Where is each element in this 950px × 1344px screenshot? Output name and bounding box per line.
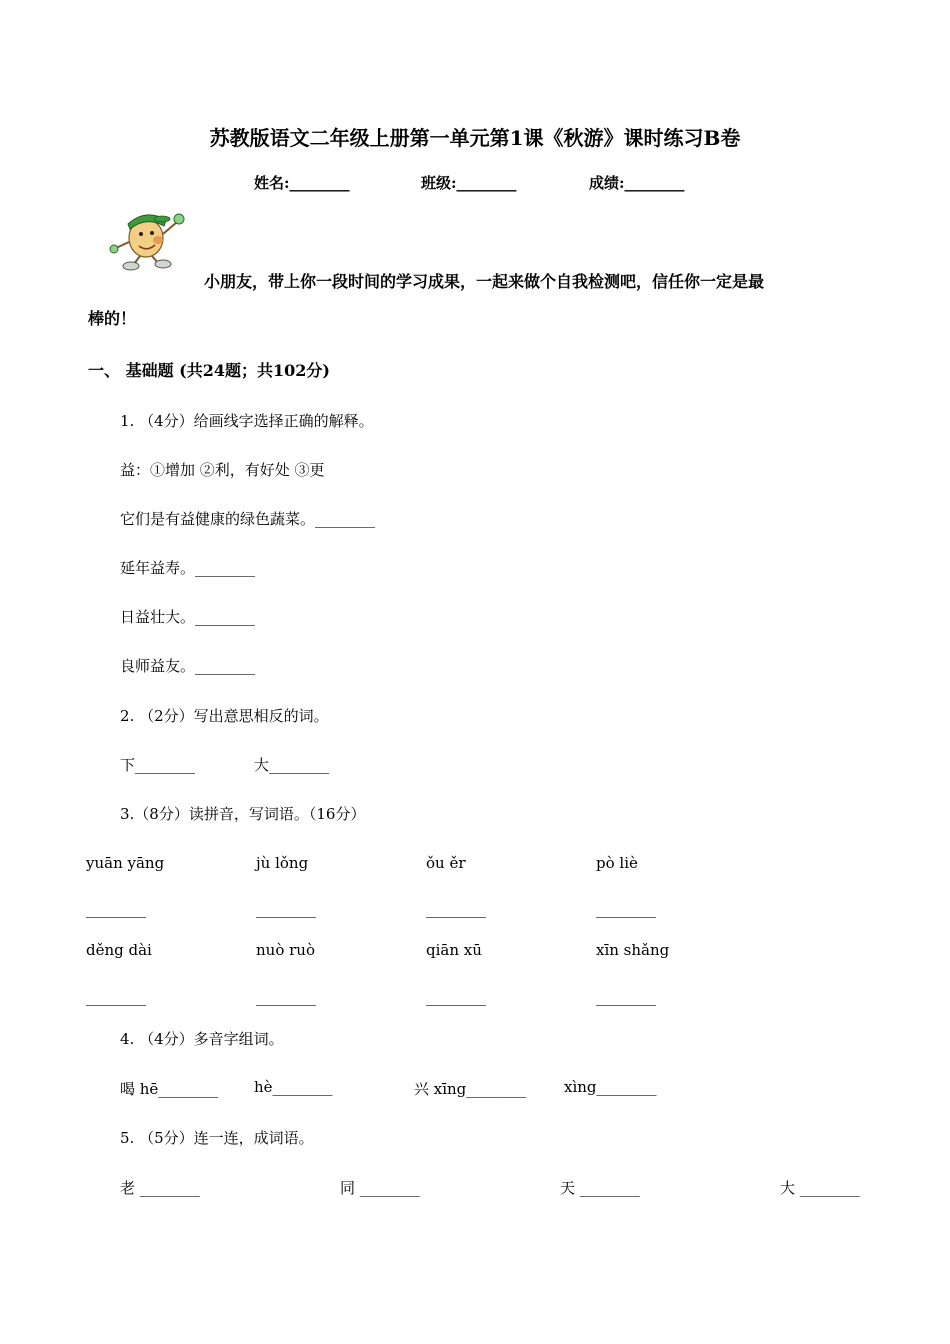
pinyin: ǒu ěr [426, 854, 466, 872]
pinyin: yuān yāng [86, 854, 165, 872]
greeting-line-2: 棒的！ [88, 309, 137, 328]
answer-blank: ________ [596, 988, 656, 1006]
pinyin: pò liè [596, 854, 638, 872]
question-5-item: 天 ________ [560, 1179, 640, 1197]
answer-blank: ________ [426, 988, 486, 1006]
question-4-item: xìng________ [564, 1078, 657, 1096]
question-1-item: 它们是有益健康的绿色蔬菜。________ [120, 510, 376, 528]
question-1-item: 延年益寿。________ [120, 559, 256, 577]
greeting-line-1: 小朋友，带上你一段时间的学习成果，一起来做个自我检测吧，信任你一定是最 [204, 272, 765, 291]
question-1-item: 日益壮大。________ [120, 608, 256, 626]
mascot-illustration [106, 204, 190, 272]
question-5-item: 同 ________ [340, 1179, 420, 1197]
question-2-item: 下________ [120, 756, 196, 774]
pinyin: děng dài [86, 941, 152, 959]
answer-blank: ________ [86, 988, 146, 1006]
question-4-item: 喝 hē________ [120, 1080, 219, 1098]
question-5-item: 大 ________ [780, 1179, 860, 1197]
question-5-stem: 5. （5分）连一连，成词语。 [120, 1129, 314, 1147]
page-title: 苏教版语文二年级上册第一单元第1课《秋游》课时练习B卷 [209, 126, 741, 150]
question-3-stem: 3.（8分）读拼音，写词语。（16分） [120, 805, 366, 823]
answer-blank: ________ [596, 900, 656, 918]
question-4-item: 兴 xīng________ [414, 1080, 527, 1098]
pinyin: qiān xū [426, 941, 482, 959]
score-field: 成绩:________ [589, 174, 685, 192]
class-field: 班级:________ [421, 174, 517, 192]
name-field: 姓名:________ [254, 174, 350, 192]
answer-blank: ________ [426, 900, 486, 918]
answer-blank: ________ [86, 900, 146, 918]
question-5-item: 老 ________ [120, 1179, 200, 1197]
question-4-stem: 4. （4分）多音字组词。 [120, 1030, 284, 1048]
pinyin: xīn shǎng [596, 941, 670, 959]
section-heading: 一、 基础题 (共24题；共102分) [88, 361, 330, 380]
answer-blank: ________ [256, 988, 316, 1006]
answer-blank: ________ [256, 900, 316, 918]
question-1-item: 良师益友。________ [120, 657, 256, 675]
question-2-stem: 2. （2分）写出意思相反的词。 [120, 707, 329, 725]
question-1-options: 益：①增加 ②利，有好处 ③更 [120, 461, 325, 479]
question-2-item: 大________ [254, 756, 330, 774]
pinyin: nuò ruò [256, 941, 315, 959]
pinyin: jù lǒng [256, 854, 309, 872]
question-4-item: hè________ [254, 1078, 333, 1096]
question-1-stem: 1. （4分）给画线字选择正确的解释。 [120, 412, 374, 430]
